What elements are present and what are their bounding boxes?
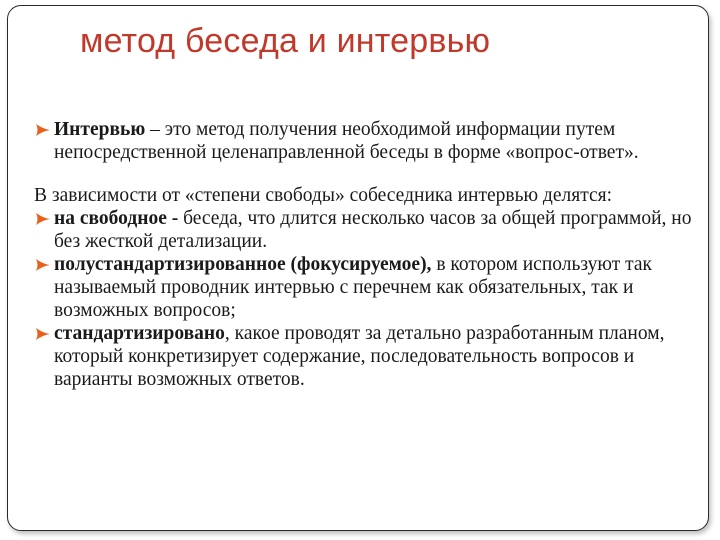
list-item [34, 322, 694, 391]
list-item-text: , какое проводят за детально разработанным планом, который конкретизирует содержание, последовательность вопросов и варианты возможных ответов. [54, 323, 665, 390]
definition-text: – это метод получения необходимой информации путем непосредственной целенаправленной беседы в форме «вопрос-ответ». [54, 119, 639, 163]
list-item [34, 207, 694, 253]
list-item-term: стандартизировано [54, 323, 225, 344]
list-item-text: беседа, что длится несколько часов за общей программой, но без жесткой детализации. [54, 208, 692, 252]
intro-text: В зависимости от «степени свободы» собеседника интервью делятся: [34, 185, 613, 206]
definition-paragraph [34, 118, 694, 164]
list-item-text: в котором используют так называемый проводник интервью с перечнем как обязательных, так и возможных вопросов; [54, 254, 653, 321]
list-item [34, 253, 694, 322]
list-item-term: полустандартизированное (фокусируемое), [54, 254, 432, 275]
slide-body [34, 118, 694, 391]
list-item-term: на свободное - [54, 208, 179, 229]
slide-title: метод беседа и интервью [80, 22, 491, 60]
definition-term: Интервью [54, 119, 146, 140]
